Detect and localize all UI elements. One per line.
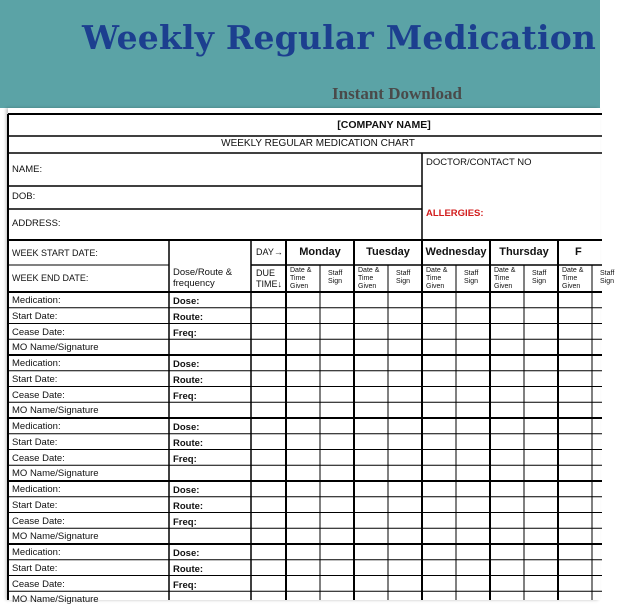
row-label-start-date: Start Date: — [12, 499, 58, 511]
row-label-start-date: Start Date: — [12, 436, 58, 448]
date-time-given-label: Date & Time Given — [562, 267, 584, 290]
row-label-medication: Medication: — [12, 484, 61, 495]
row-label-route: Route: — [173, 563, 204, 575]
banner-subtitle: Instant Download — [332, 84, 462, 103]
chart-preview — [0, 108, 615, 605]
day-thursday: Thursday — [499, 246, 549, 258]
row-label-medication: Medication: — [12, 547, 61, 558]
day-f: F — [575, 246, 582, 258]
row-label-mo-signature: MO Name/Signature — [12, 594, 99, 605]
name-label: NAME: — [12, 164, 43, 175]
row-label-cease-date: Cease Date: — [12, 452, 65, 464]
row-label-freq: Freq: — [173, 453, 197, 465]
chart-grid — [8, 108, 600, 600]
date-time-given-label: Date & Time Given — [358, 267, 380, 290]
due-time-label: DUE TIME↓ — [256, 268, 282, 289]
row-label-medication: Medication: — [12, 358, 61, 369]
row-label-cease-date: Cease Date: — [12, 326, 65, 338]
week-start-label: WEEK START DATE: — [12, 248, 98, 258]
row-label-start-date: Start Date: — [12, 373, 58, 385]
row-label-medication: Medication: — [12, 295, 61, 306]
week-end-label: WEEK END DATE: — [12, 273, 89, 283]
doctor-contact-label: DOCTOR/CONTACT NO — [426, 157, 532, 168]
row-label-route: Route: — [173, 437, 204, 449]
dose-route-header: Dose/Route & frequency — [173, 267, 233, 289]
row-label-dose: Dose: — [173, 359, 200, 370]
row-label-freq: Freq: — [173, 390, 197, 402]
company-name: [COMPANY NAME] — [337, 119, 431, 131]
day-label: DAY→ — [256, 247, 283, 257]
row-label-cease-date: Cease Date: — [12, 389, 65, 401]
row-label-dose: Dose: — [173, 548, 200, 559]
row-label-mo-signature: MO Name/Signature — [12, 468, 99, 480]
row-label-dose: Dose: — [173, 485, 200, 496]
chart-paper — [8, 108, 615, 605]
row-label-start-date: Start Date: — [12, 310, 58, 322]
row-label-freq: Freq: — [173, 327, 197, 339]
staff-sign-label: Staff Sign — [464, 270, 479, 285]
day-tuesday: Tuesday — [366, 246, 410, 258]
date-time-given-label: Date & Time Given — [494, 267, 516, 290]
date-time-given-label: Date & Time Given — [426, 267, 448, 290]
row-label-mo-signature: MO Name/Signature — [12, 531, 99, 543]
dob-label: DOB: — [12, 191, 36, 202]
row-label-dose: Dose: — [173, 296, 200, 307]
row-label-route: Route: — [173, 311, 204, 323]
row-label-freq: Freq: — [173, 516, 197, 528]
staff-sign-label: Staff Sign — [600, 270, 615, 285]
banner-title: Weekly Regular Medication — [82, 18, 597, 57]
header-banner — [0, 0, 600, 108]
row-label-mo-signature: MO Name/Signature — [12, 342, 99, 354]
row-label-start-date: Start Date: — [12, 562, 58, 574]
staff-sign-label: Staff Sign — [328, 270, 343, 285]
row-label-dose: Dose: — [173, 422, 200, 433]
allergies-label: ALLERGIES: — [426, 208, 484, 219]
day-monday: Monday — [299, 246, 341, 258]
staff-sign-label: Staff Sign — [396, 270, 411, 285]
staff-sign-label: Staff Sign — [532, 270, 547, 285]
day-wednesday: Wednesday — [425, 246, 487, 258]
address-label: ADDRESS: — [12, 218, 61, 229]
row-label-route: Route: — [173, 374, 204, 386]
row-label-cease-date: Cease Date: — [12, 515, 65, 527]
row-label-cease-date: Cease Date: — [12, 578, 65, 590]
row-label-route: Route: — [173, 500, 204, 512]
chart-title: WEEKLY REGULAR MEDICATION CHART — [221, 138, 415, 149]
date-time-given-label: Date & Time Given — [290, 267, 312, 290]
row-label-mo-signature: MO Name/Signature — [12, 405, 99, 417]
row-label-freq: Freq: — [173, 579, 197, 591]
row-label-medication: Medication: — [12, 421, 61, 432]
